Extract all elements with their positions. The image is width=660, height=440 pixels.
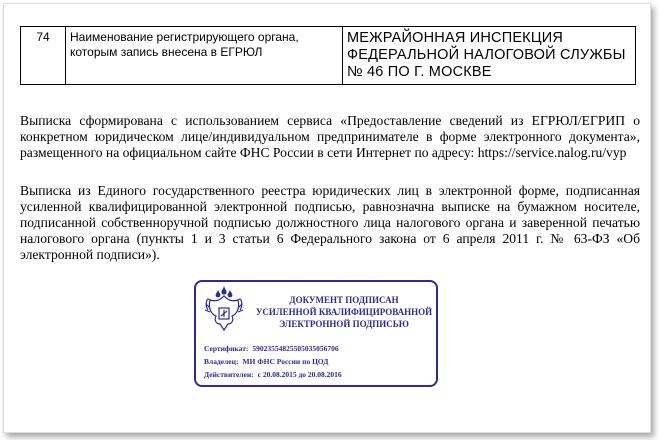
field-label (66, 27, 343, 85)
service-paragraph: Выписка сформирована с использованием сервиса «Предоставление сведений из ЕГРЮЛ/ЕГРИП о конкретном юридическом лице/индивидуальном предпринимателе в форме электронного документа», размещенного на официальном сайте ФНС России в сети Интернет по адресу: https://service.nalog.ru/vyp (20, 113, 640, 160)
stamp-validity-row (204, 370, 342, 379)
document-page (3, 3, 651, 433)
owner-label: Владелец: (204, 357, 239, 366)
egrul-record-table (20, 26, 636, 85)
electronic-signature-stamp (194, 280, 438, 387)
stamp-certificate-row (204, 344, 339, 353)
field-value-line: № 46 ПО Г. МОСКВЕ (347, 64, 492, 80)
russian-coat-of-arms-icon (202, 286, 246, 336)
validity-label: Действителен: (204, 370, 254, 379)
owner-value: МИ ФНС России по ЦОД (242, 357, 329, 366)
stamp-heading-line: УСИЛЕННОЙ КВАЛИФИЦИРОВАННОЙ (255, 307, 433, 317)
field-label-line: которым запись внесена в ЕГРЮЛ (70, 45, 263, 59)
stamp-heading (254, 294, 434, 330)
table-row (21, 27, 636, 85)
validity-value: с 20.08.2015 до 20.08.2016 (257, 370, 342, 379)
legal-paragraph: Выписка из Единого государственного реестра юридических лиц в электронной форме, подписанная усиленной квалифицированной электронной подписью, равнозначна выписке на бумажном носителе, подписанной собственноручной подписью должностного лица налогового органа и заверенной печатью налогового органа (пункты 1 и 3 статьи 6 Федерального закона от 6 апреля 2011 г. № 63-ФЗ «Об электронной подписи»). (20, 183, 640, 262)
field-value-line: МЕЖРАЙОННАЯ ИНСПЕКЦИЯ (347, 30, 564, 46)
stamp-heading-line: ЭЛЕКТРОННОЙ ПОДПИСЬЮ (279, 319, 409, 329)
certificate-label: Сертификат: (204, 344, 249, 353)
stamp-owner-row (204, 357, 328, 366)
field-label-line: Наименование регистрирующего органа, (70, 30, 299, 44)
stamp-heading-line: ДОКУМЕНТ ПОДПИСАН (289, 295, 399, 305)
field-value-line: ФЕДЕРАЛЬНОЙ НАЛОГОВОЙ СЛУЖБЫ (347, 47, 626, 63)
certificate-value: 59023554825505035056706 (252, 344, 339, 353)
field-value (343, 27, 636, 85)
row-number: 74 (21, 27, 66, 85)
